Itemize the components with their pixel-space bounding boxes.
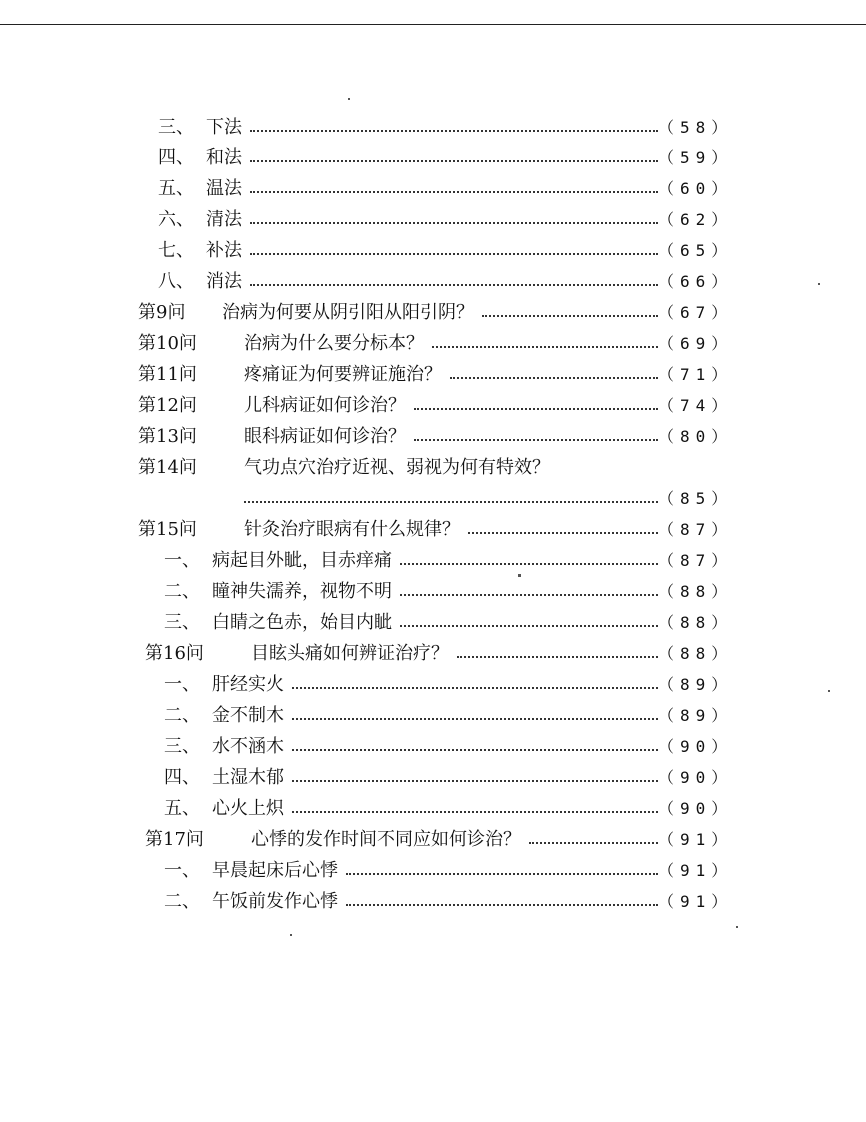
entry-number: 三、 bbox=[158, 117, 194, 138]
entry-page: （90） bbox=[658, 737, 734, 756]
toc-entry-q9 bbox=[138, 298, 734, 328]
entry-page: （80） bbox=[658, 427, 734, 446]
entry-number: 一、 bbox=[164, 550, 200, 571]
entry-page: （88） bbox=[658, 644, 734, 663]
entry-title: 补法 bbox=[206, 240, 242, 261]
entry-title: 和法 bbox=[206, 147, 242, 168]
dot-leader bbox=[450, 360, 658, 390]
scan-speck bbox=[348, 98, 350, 100]
entry-page: （85） bbox=[658, 489, 734, 508]
entry-page: （58） bbox=[658, 118, 734, 137]
entry-title: 肝经实火 bbox=[212, 674, 284, 695]
entry-page: （91） bbox=[658, 861, 734, 880]
dot-leader bbox=[482, 298, 658, 328]
entry-page: （65） bbox=[658, 241, 734, 260]
toc-entry-hefa bbox=[158, 143, 734, 173]
entry-number: 二、 bbox=[164, 891, 200, 912]
entry-page: （89） bbox=[658, 706, 734, 725]
entry-number: 八、 bbox=[158, 271, 194, 292]
entry-page: （88） bbox=[658, 582, 734, 601]
dot-leader bbox=[292, 794, 658, 824]
entry-title: 气功点穴治疗近视、弱视为何有特效？ bbox=[244, 457, 550, 478]
entry-title: 儿科病证如何诊治？ bbox=[244, 395, 406, 416]
entry-page: （60） bbox=[658, 179, 734, 198]
entry-page: （62） bbox=[658, 210, 734, 229]
entry-title: 早晨起床后心悸 bbox=[212, 860, 338, 881]
toc-entry-q16-4 bbox=[164, 763, 734, 793]
toc-entry-bufa bbox=[158, 236, 734, 266]
entry-number: 一、 bbox=[164, 860, 200, 881]
toc-entry-qingfa bbox=[158, 205, 734, 235]
entry-title: 土湿木郁 bbox=[212, 767, 284, 788]
toc-entry-q17-1 bbox=[164, 856, 734, 886]
entry-page: （59） bbox=[658, 148, 734, 167]
toc-entry-q15-2 bbox=[164, 577, 734, 607]
entry-number: 四、 bbox=[158, 147, 194, 168]
dot-leader bbox=[468, 515, 658, 545]
dot-leader bbox=[244, 484, 658, 514]
entry-title: 温法 bbox=[206, 178, 242, 199]
entry-page: （91） bbox=[658, 830, 734, 849]
entry-title: 治病为什么要分标本？ bbox=[244, 333, 424, 354]
toc-entry-q16-3 bbox=[164, 732, 734, 762]
dot-leader bbox=[250, 267, 658, 297]
question-number: 第16问 bbox=[145, 643, 204, 664]
question-number: 第13问 bbox=[138, 426, 197, 447]
entry-number: 一、 bbox=[164, 674, 200, 695]
entry-title: 下法 bbox=[206, 117, 242, 138]
entry-title: 眼科病证如何诊治？ bbox=[244, 426, 406, 447]
question-number: 第9问 bbox=[138, 302, 186, 323]
question-number: 第15问 bbox=[138, 519, 197, 540]
dot-leader bbox=[346, 856, 658, 886]
dot-leader bbox=[432, 329, 658, 359]
scan-speck bbox=[290, 934, 292, 936]
question-number: 第10问 bbox=[138, 333, 197, 354]
dot-leader bbox=[250, 143, 658, 173]
scan-speck bbox=[736, 926, 738, 928]
scan-speck bbox=[518, 574, 521, 577]
toc-entry-q16 bbox=[145, 639, 734, 669]
entry-page: （90） bbox=[658, 768, 734, 787]
entry-number: 六、 bbox=[158, 209, 194, 230]
dot-leader bbox=[400, 577, 658, 607]
dot-leader bbox=[250, 205, 658, 235]
entry-title: 午饭前发作心悸 bbox=[212, 891, 338, 912]
entry-title: 金不制木 bbox=[212, 705, 284, 726]
entry-title: 针灸治疗眼病有什么规律？ bbox=[244, 519, 460, 540]
entry-page: （66） bbox=[658, 272, 734, 291]
toc-entry-q12 bbox=[138, 391, 734, 421]
dot-leader bbox=[400, 546, 658, 576]
entry-number: 四、 bbox=[164, 767, 200, 788]
dot-leader bbox=[292, 670, 658, 700]
dot-leader bbox=[529, 825, 658, 855]
entry-number: 五、 bbox=[158, 178, 194, 199]
entry-title: 瞳神失濡养，视物不明 bbox=[212, 581, 392, 602]
entry-page: （71） bbox=[658, 365, 734, 384]
entry-number: 三、 bbox=[164, 612, 200, 633]
entry-page: （90） bbox=[658, 799, 734, 818]
toc-entry-xiafa bbox=[158, 113, 734, 143]
entry-title: 心火上炽 bbox=[212, 798, 284, 819]
entry-number: 三、 bbox=[164, 736, 200, 757]
toc-entry-q14 bbox=[138, 453, 728, 483]
entry-page: （69） bbox=[658, 334, 734, 353]
entry-page: （87） bbox=[658, 551, 734, 570]
toc-entry-q10 bbox=[138, 329, 734, 359]
entry-title: 治病为何要从阴引阳从阳引阴？ bbox=[222, 302, 474, 323]
dot-leader bbox=[292, 701, 658, 731]
entry-page: （67） bbox=[658, 303, 734, 322]
entry-title: 病起目外眦，目赤痒痛 bbox=[212, 550, 392, 571]
entry-title: 心悸的发作时间不同应如何诊治？ bbox=[251, 829, 521, 850]
question-number: 第12问 bbox=[138, 395, 197, 416]
dot-leader bbox=[250, 236, 658, 266]
toc-entry-q15-1 bbox=[164, 546, 734, 576]
toc-entry-q14-continuation bbox=[244, 484, 734, 514]
dot-leader bbox=[346, 887, 658, 917]
dot-leader bbox=[292, 763, 658, 793]
toc-entry-q11 bbox=[138, 360, 734, 390]
toc-entry-q16-1 bbox=[164, 670, 734, 700]
entry-title: 目眩头痛如何辨证治疗？ bbox=[251, 643, 449, 664]
entry-number: 五、 bbox=[164, 798, 200, 819]
toc-entry-q17-2 bbox=[164, 887, 734, 917]
entry-number: 二、 bbox=[164, 581, 200, 602]
entry-page: （74） bbox=[658, 396, 734, 415]
entry-page: （88） bbox=[658, 613, 734, 632]
toc-entry-q16-2 bbox=[164, 701, 734, 731]
entry-page: （91） bbox=[658, 892, 734, 911]
toc-entry-wenfa bbox=[158, 174, 734, 204]
entry-title: 消法 bbox=[206, 271, 242, 292]
dot-leader bbox=[457, 639, 658, 669]
scan-speck bbox=[828, 690, 830, 692]
dot-leader bbox=[250, 174, 658, 204]
dot-leader bbox=[414, 422, 658, 452]
entry-title: 疼痛证为何要辨证施治？ bbox=[244, 364, 442, 385]
entry-page: （89） bbox=[658, 675, 734, 694]
dot-leader bbox=[250, 113, 658, 143]
entry-number: 七、 bbox=[158, 240, 194, 261]
toc-entry-xiaofa bbox=[158, 267, 734, 297]
toc-entry-q15-3 bbox=[164, 608, 734, 638]
toc-entry-q17 bbox=[145, 825, 734, 855]
question-number: 第17问 bbox=[145, 829, 204, 850]
entry-title: 清法 bbox=[206, 209, 242, 230]
question-number: 第14问 bbox=[138, 457, 197, 478]
entry-page: （87） bbox=[658, 520, 734, 539]
entry-number: 二、 bbox=[164, 705, 200, 726]
entry-title: 水不涵木 bbox=[212, 736, 284, 757]
dot-leader bbox=[292, 732, 658, 762]
entry-title: 白睛之色赤，始目内眦 bbox=[212, 612, 392, 633]
scan-speck bbox=[818, 283, 820, 285]
toc-entry-q13 bbox=[138, 422, 734, 452]
dot-leader bbox=[400, 608, 658, 638]
dot-leader bbox=[414, 391, 658, 421]
toc-entry-q16-5 bbox=[164, 794, 734, 824]
toc-entry-q15 bbox=[138, 515, 734, 545]
question-number: 第11问 bbox=[138, 364, 197, 385]
